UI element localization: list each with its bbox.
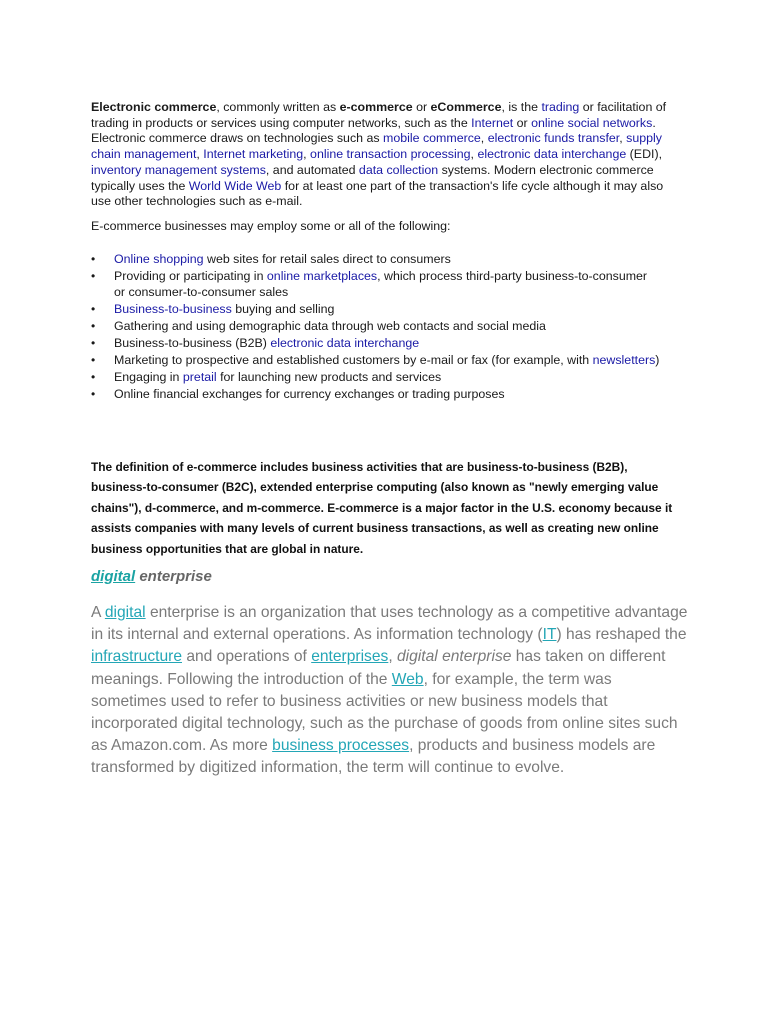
link-pretail[interactable]: pretail xyxy=(182,369,217,384)
list-item: • Online shopping web sites for retail sales direct to consumers xyxy=(91,252,451,266)
link-online-transaction-processing[interactable]: online transaction processing xyxy=(310,147,471,162)
bullet-icon: • xyxy=(91,369,96,384)
list-item: • Engaging in pretail for launching new products and services xyxy=(91,369,442,384)
list-lead-text: E-commerce businesses may employ some or all of the following: xyxy=(91,219,451,233)
link-inventory-management-systems[interactable]: inventory management systems xyxy=(91,162,266,177)
bullet-icon: • xyxy=(91,301,96,316)
link-digital[interactable]: digital xyxy=(104,604,146,621)
bullet-icon: • xyxy=(91,352,96,367)
link-trading[interactable]: trading xyxy=(541,100,580,114)
link-online-marketplaces[interactable]: online marketplaces xyxy=(266,269,378,283)
list-item: • Providing or participating in online marketplaces, which process third-party business-to-consumer or consumer-to-consumer sales xyxy=(91,269,648,299)
link-business-to-business[interactable]: Business-to-business xyxy=(114,301,232,316)
list-item: • Online financial exchanges for currency exchanges or trading purposes xyxy=(91,386,505,401)
link-online-shopping[interactable]: Online shopping xyxy=(114,252,204,266)
list-item: • Gathering and using demographic data through web contacts and social media xyxy=(91,318,546,333)
link-it[interactable]: IT xyxy=(542,626,557,644)
list-item: • Business-to-business (B2B) electronic data interchange xyxy=(91,335,420,350)
bullet-icon: • xyxy=(91,252,96,266)
link-digital-heading[interactable]: digital xyxy=(91,568,136,585)
intro-paragraph: Electronic commerce, commonly written as e-commerce or eCommerce, is the trading or facilitation of trading in products or services using computer networks, such as the Internet or online social networks. Electronic commerce draws on technologies such as mobile commerce, electronic funds transfer, supply chain management, Internet marketing, online transaction processing, electronic data interchange (EDI), inventory management systems, and automated data collection systems. Modern electronic commerce typically uses the World Wide Web for at least one part of the transaction's life cycle although it may also use other technologies such as e-mail. xyxy=(91,100,667,209)
link-world-wide-web[interactable]: World Wide Web xyxy=(188,178,282,193)
link-internet-marketing[interactable]: Internet marketing xyxy=(203,147,304,162)
bullet-icon: • xyxy=(91,386,96,401)
link-online-social-networks[interactable]: online social networks xyxy=(531,115,653,130)
link-newsletters[interactable]: newsletters xyxy=(592,352,656,367)
digital-enterprise-heading: digital enterprise xyxy=(91,568,212,585)
link-supply-chain-management[interactable]: supply chain management xyxy=(91,131,662,162)
bullet-icon: • xyxy=(91,318,96,333)
link-internet[interactable]: Internet xyxy=(471,115,514,130)
link-mobile-commerce[interactable]: mobile commerce xyxy=(383,131,481,146)
term-electronic-commerce: Electronic commerce xyxy=(91,100,217,114)
list-item: • Marketing to prospective and established customers by e-mail or fax (for example, with newsletters) xyxy=(91,352,660,367)
list-item: • Business-to-business buying and selling xyxy=(91,301,335,316)
link-electronic-data-interchange-b2b[interactable]: electronic data interchange xyxy=(270,335,420,350)
link-enterprises[interactable]: enterprises xyxy=(311,648,389,666)
digital-enterprise-paragraph: A digital enterprise is an organization that uses technology as a competitive advantage in its internal and external operations. As information technology (IT) has reshaped the infrastructure and operations of enterprises, digital enterprise has taken on different meanings. Following the introduction of the Web, for example, the term was sometimes used to refer to business activities or new business models that incorporated digital technology, such as the purchase of goods from online sites such as Amazon.com. As more business processes, products and business models are transformed by digitized information, the term will continue to evolve. xyxy=(91,604,688,777)
link-infrastructure[interactable]: infrastructure xyxy=(91,648,182,666)
definition-paragraph: The definition of e-commerce includes business activities that are business-to-business (B2B), business-to-consumer (B2C), extended enterprise computing (also known as "newly emerging value chains"), d-commerce, and m-commerce. E-commerce is a major factor in the U.S. economy because it assists companies with many levels of current business transactions, as well as creating new online business opportunities that are global in nature. xyxy=(91,460,673,556)
link-data-collection[interactable]: data collection xyxy=(358,162,439,177)
ecommerce-activities-list xyxy=(91,252,661,404)
link-business-processes[interactable]: business processes xyxy=(272,737,410,755)
bullet-icon: • xyxy=(91,269,96,283)
bullet-icon: • xyxy=(91,335,96,350)
link-web[interactable]: Web xyxy=(391,670,424,688)
link-electronic-funds-transfer[interactable]: electronic funds transfer xyxy=(487,131,620,146)
link-electronic-data-interchange[interactable]: electronic data interchange xyxy=(477,147,627,162)
